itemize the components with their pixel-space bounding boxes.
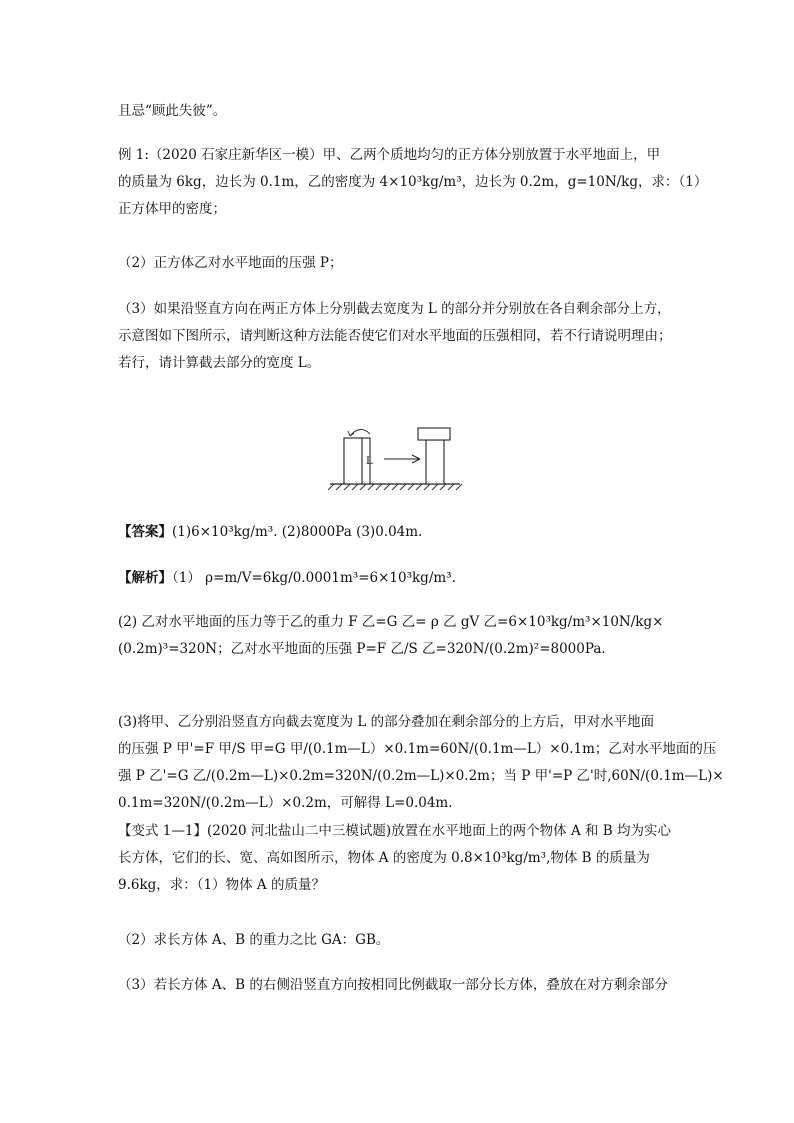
label-L: L — [366, 456, 373, 467]
question-3-line: （3）如果沿竖直方向在两正方体上分别截去宽度为 L 的部分并分别放在各自剩余部分上方， — [118, 301, 671, 317]
example-1-question-3 — [118, 296, 680, 377]
variant-paragraph: 【变式 1—1】(2020 河北盐山二中三模试题)放置在水平地面上的两个物体 A 和 B 均为实心 长方体，它们的长、宽、高如图所示，物体 A 的密度为 0.8×10³kg/m³,物体 B 的质量为 9.6kg，求：（1）物体 A 的质量？ — [118, 823, 671, 893]
left-block-remaining — [344, 438, 362, 484]
answer-text: (1)6×10³kg/m³. (2)8000Pa (3)0.04m. — [172, 524, 423, 540]
right-block-stacked-piece — [418, 428, 450, 440]
analysis-paragraph-1: 【解析】（1） ρ=m/V=6kg/0.0001m³=6×10³kg/m³. — [118, 570, 456, 586]
example-1-paragraph — [118, 142, 708, 223]
example-1-line: 的质量为 6kg，边长为 0.1m，乙的密度为 4×10³kg/m³，边长为 0.2m，g=10N/kg，求：（1） — [118, 174, 708, 190]
analysis-paragraph-2: (2) 乙对水平地面的压力等于乙的重力 F 乙=G 乙= ρ 乙 gV 乙=6×10³kg/m³×10N/kg× (0.2m)³=320N；乙对水平地面的压强 P=F 乙/S 乙=320N/(0.2m)²=8000Pa. — [118, 614, 664, 657]
question-3-line: 若行，请计算截去部分的宽度 L。 — [118, 355, 321, 371]
answer-tag: 【答案】 — [118, 524, 172, 540]
example-1-line: 例 1:（2020 石家庄新华区一模）甲、乙两个质地均匀的正方体分别放置于水平地面上，甲 — [118, 147, 661, 163]
example-1-line: 正方体甲的密度； — [118, 201, 226, 217]
variant-question-3: （3）若长方体 A、B 的右侧沿竖直方向按相同比例截取一部分长方体，叠放在对方剩余部分 — [118, 977, 668, 993]
analysis-paragraph-3: (3)将甲、乙分别沿竖直方向截去宽度为 L 的部分叠加在剩余部分的上方后，甲对水平地面 的压强 P 甲'=F 甲/S 甲=G 甲/(0.1m—L）×0.1m=60N/(0.1m—L）×0.1m；乙对水平地面的压 强 P 乙'=G 乙/(0.2m—L)×0.2m=320N/(0.2m—L)×0.2m；当 P 甲'=P 乙'时,60N/(0.1m—L)× 0.1m=320N/(0.2m—L）×0.2m，可解得 L=0.04m. — [118, 714, 724, 811]
question-3-line: 示意图如下图所示，请判断这种方法能否使它们对水平地面的压强相同，若不行请说明理由； — [118, 328, 672, 344]
answer-paragraph — [118, 519, 680, 546]
curved-arrow — [350, 429, 370, 436]
intro-paragraph: 且忌“顾此失彼”。 — [118, 103, 227, 119]
analysis-tag: 【解析】 — [118, 570, 172, 586]
example-1-question-2: （2）正方体乙对水平地面的压强 P； — [118, 255, 343, 271]
cube-cut-diagram — [326, 422, 466, 490]
variant-question-2: （2）求长方体 A、B 的重力之比 GA：GB。 — [118, 932, 390, 948]
right-block — [426, 440, 444, 484]
ground-hatching — [328, 484, 462, 490]
